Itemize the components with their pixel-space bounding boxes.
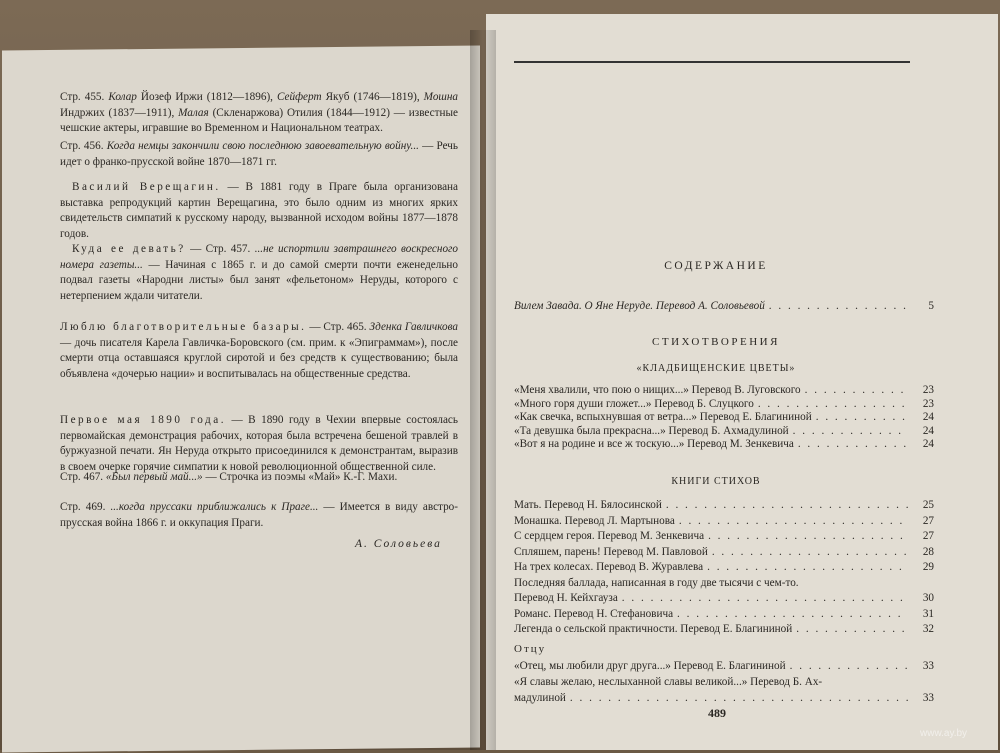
toc-entry-title: «Отец, мы любили друг друга...» Перевод Е. Благининой <box>514 660 786 672</box>
leader-dots <box>707 560 908 576</box>
toc-entry-page: 33 <box>922 660 934 672</box>
toc-entry <box>514 591 934 607</box>
note-text-segment: Куда ее девать? <box>72 243 186 255</box>
toc-entry-page: 28 <box>922 545 934 558</box>
toc-entry <box>514 438 934 452</box>
toc-entry <box>514 622 934 638</box>
note-text-segment: Колар <box>108 91 137 103</box>
toc-entry <box>514 514 934 530</box>
note-paragraph <box>60 139 458 170</box>
toc-entry <box>514 660 934 676</box>
toc-entry <box>514 498 934 514</box>
toc-list <box>514 660 934 708</box>
toc-entry-page: 24 <box>922 438 934 451</box>
note-text-segment: Малая <box>178 106 209 119</box>
leader-dots <box>677 607 908 623</box>
note-text-segment: Василий Верещагин. <box>72 181 221 193</box>
toc-entry <box>514 398 934 412</box>
toc-entry-title: На трех колесах. Перевод В. Журавлева <box>514 561 704 573</box>
leader-dots <box>679 514 908 530</box>
toc-entry-page: 32 <box>922 623 934 635</box>
book-gutter <box>470 30 496 750</box>
toc-entry-page: 30 <box>922 592 934 604</box>
note-text-segment: — Стр. 457. <box>185 243 255 255</box>
toc-entry-title: «Вот я на родине и все ж тоскую...» Перевод М. Зенкевича <box>514 438 794 451</box>
toc-entry-page: 29 <box>922 561 934 573</box>
toc-entry <box>514 560 934 576</box>
note-text-segment: Стр. 469. <box>60 501 111 513</box>
toc-entry <box>514 545 934 561</box>
toc-entry-title: Последняя баллада, написанная в году две тысячи с чем-то. <box>514 576 799 589</box>
note-text-segment: — В 1890 году в Чехии впервые состоялась первомайская демонстрация рабочих, которая была встречена бешеной травлей в буржуазной печати. Ян Неруда открыто присоединился к демонстрантам, выразив в своем очерке горячие симпатии к новой революционной общественной силе. <box>60 414 458 473</box>
note-text-segment: Люблю благотворительные базары. <box>60 321 307 333</box>
toc-entry-page: 23 <box>922 397 934 410</box>
note-text-segment: — дочь писателя Карела Гавличка-Боровского (см. прим. к «Эпиграммам»), после смерти отца оставшаяся круглой сиротой и без средств к существованию; была объявлена «дочерью нации» и воспитывалась на общественные средства. <box>60 336 458 380</box>
leader-dots <box>622 591 908 607</box>
watermark: www.ay.by <box>920 728 968 739</box>
leader-dots <box>793 425 908 439</box>
toc-entry-page: 25 <box>922 499 934 511</box>
toc-entry <box>514 529 934 545</box>
note-text-segment: Когда немцы закончили свою последнюю завоевательную войну... <box>106 140 419 152</box>
toc-entry-title: Романс. Перевод Н. Стефановича <box>514 607 674 620</box>
note-text-segment: — В 1881 году в Праге была организована выставка репродукций картин Верещагина, это было одним из многих ярких свидетельств симпатий к русскому народу, вызванной исходом войны 1877—1878 годов. <box>60 181 458 240</box>
toc-entry-page: 23 <box>922 384 934 396</box>
toc-intro <box>514 300 934 314</box>
note-text-segment: (Скленаржова) Отилия (1844—1912) — известные чешские актеры, игравшие во Временном и Национальном театрах. <box>60 106 458 135</box>
note-paragraph <box>60 413 458 475</box>
toc-entry-title: «Много горя души гложет...» Перевод Б. Слуцкого <box>514 397 754 410</box>
note-text-segment: Стр. 456. <box>60 140 107 152</box>
page-number: 489 <box>708 706 726 720</box>
toc-entry-page: 5 <box>928 300 934 312</box>
note-text-segment: Стр. 455. <box>60 91 109 103</box>
leader-dots <box>796 622 908 638</box>
toc-entry-page: 24 <box>922 424 934 437</box>
note-text-segment: Зденка Гавличкова <box>369 321 459 333</box>
note-text-segment: — Стр. 465. <box>306 321 370 333</box>
note-paragraph <box>60 90 458 137</box>
subsection-heading: Отцу <box>514 643 547 655</box>
note-text-segment: Сейферт <box>277 91 322 103</box>
leader-dots <box>758 398 908 412</box>
toc-entry-title: мадулиной <box>514 692 566 704</box>
toc-entry-title: Монашка. Перевод Л. Мартынова <box>514 514 675 527</box>
note-text-segment: Индржих (1837—1911), <box>60 106 179 119</box>
subsection-heading: «КЛАДБИЩЕНСКИЕ ЦВЕТЫ» <box>636 363 796 374</box>
top-rule <box>514 61 910 63</box>
leader-dots <box>790 660 908 674</box>
section-heading: СТИХОТВОРЕНИЯ <box>652 336 780 348</box>
note-text-segment: ...когда пруссаки приближались к Праге... <box>110 501 319 513</box>
note-paragraph <box>60 242 458 304</box>
right-page <box>486 14 998 750</box>
note-text-segment: Стр. 467. <box>60 471 106 483</box>
note-text-segment: — Начиная с 1865 г. и до самой смерти почти еженедельно подвал газеты «Народни листы» был занят «фельетоном» Неруды, которого с нетерпением ждали читатели. <box>60 258 459 302</box>
toc-entry <box>514 676 934 692</box>
leader-dots <box>798 438 908 452</box>
note-paragraph <box>60 320 458 382</box>
toc-entry <box>514 607 934 623</box>
toc-entry-title: «Я славы желаю, неслыханной славы великой...» Перевод Б. Ах- <box>514 676 823 688</box>
leader-dots <box>712 545 908 561</box>
note-text-segment: — Строчка из поэмы «Май» К.-Г. Махи. <box>202 471 398 483</box>
note-paragraph <box>60 470 458 486</box>
toc-entry-page: 33 <box>922 692 934 704</box>
subsection-heading: КНИГИ СТИХОВ <box>671 476 761 487</box>
toc-entry-title: Легенда о сельской практичности. Перевод Е. Благининой <box>514 623 793 635</box>
note-paragraph <box>60 500 458 531</box>
note-text-segment: Мошна <box>423 91 459 103</box>
leader-dots <box>666 498 908 514</box>
note-text-segment: — Имеется в виду австро-прусская война 1866 г. и оккупация Праги. <box>60 501 458 529</box>
toc-entry-title: С сердцем героя. Перевод М. Зенкевича <box>514 530 705 542</box>
toc-entry <box>514 384 934 398</box>
signature: А. Соловьева <box>355 538 442 550</box>
toc-entry-title: Мать. Перевод Н. Бялосинской <box>514 499 662 511</box>
leader-dots <box>769 300 908 314</box>
toc-entry-title: Вилем Завада. О Яне Неруде. Перевод А. Соловьевой <box>514 300 765 312</box>
note-text-segment: Якуб (1746—1819), <box>321 91 424 103</box>
toc-entry-page: 31 <box>922 607 934 620</box>
leader-dots <box>570 692 908 706</box>
toc-entry <box>514 576 934 592</box>
toc-entry-page: 27 <box>922 514 934 527</box>
note-text-segment: ...не испортили завтрашнего воскресного номера газеты... <box>60 243 458 271</box>
toc-entry-page: 24 <box>922 411 934 424</box>
note-text-segment: «Был первый май...» <box>105 471 203 483</box>
toc-entry-title: Спляшем, парень! Перевод М. Павловой <box>514 545 708 558</box>
note-text-segment: — Речь идет о франко-прусской войне 1870—1871 гг. <box>60 140 458 168</box>
leader-dots <box>805 384 908 398</box>
toc-list <box>514 498 934 638</box>
note-text-segment: Первое мая 1890 года. <box>60 414 227 426</box>
toc-entry-title: «Как свечка, вспыхнувшая от ветра...» Перевод Е. Благининой <box>514 411 812 424</box>
toc-entry-page: 27 <box>922 530 934 542</box>
toc-list <box>514 384 934 452</box>
note-paragraph <box>60 180 458 242</box>
toc-entry <box>514 300 934 314</box>
toc-entry-title: «Та девушка была прекрасна...» Перевод Б. Ахмадулиной <box>514 424 789 437</box>
note-text-segment: Йозеф Иржи (1812—1896), <box>136 91 277 103</box>
contents-title: СОДЕРЖАНИЕ <box>664 260 768 272</box>
toc-entry <box>514 425 934 439</box>
toc-entry-title: Перевод Н. Кейхгауза <box>514 592 618 604</box>
leader-dots <box>708 529 908 545</box>
leader-dots <box>816 411 908 425</box>
toc-entry <box>514 411 934 425</box>
toc-entry-title: «Меня хвалили, что пою о нищих...» Перевод В. Луговского <box>514 384 801 396</box>
